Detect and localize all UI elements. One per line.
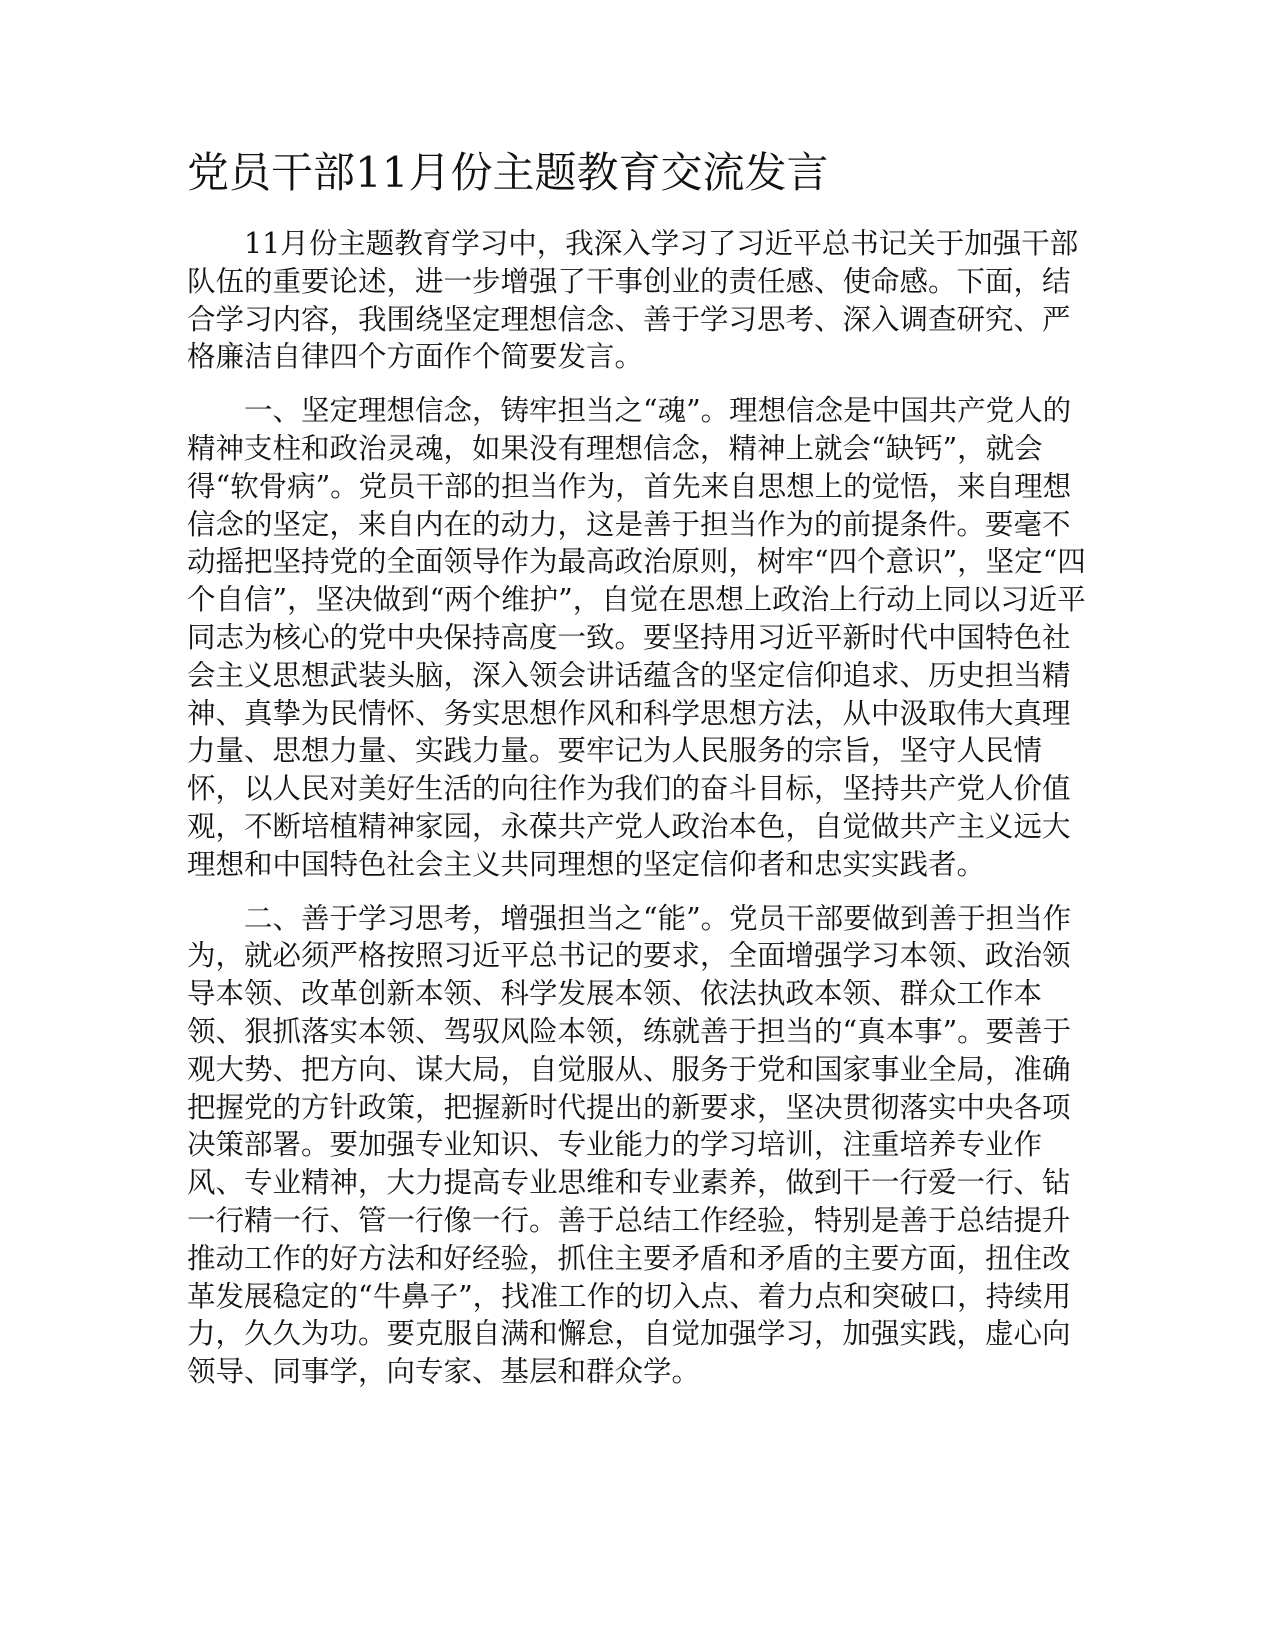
section-one-paragraph: 一、坚定理想信念，铸牢担当之“魂”。理想信念是中国共产党人的精神支柱和政治灵魂，如果没有理想信念，精神上就会“缺钙”，就会得“软骨病”。党员干部的担当作为，首先来自思想上的觉悟，来自理想信念的坚定，来自内在的动力，这是善于担当作为的前提条件。要毫不动摇把坚持党的全面领导作为最高政治原则，树牢“四个意识”，坚定“四个自信”，坚决做到“两个维护”，自觉在思想上政治上行动上同以习近平同志为核心的党中央保持高度一致。要坚持用习近平新时代中国特色社会主义思想武装头脑，深入领会讲话蕴含的坚定信仰追求、历史担当精神、真挚为民情怀、务实思想作风和科学思想方法，从中汲取伟大真理力量、思想力量、实践力量。要牢记为人民服务的宗旨，坚守人民情怀，以人民对美好生活的向往作为我们的奋斗目标，坚持共产党人价值观，不断培植精神家园，永葆共产党人政治本色，自觉做共产主义远大理想和中国特色社会主义共同理想的坚定信仰者和忠实实践者。 bbox=[187, 394, 1086, 881]
document-title: 党员干部11月份主题教育交流发言 bbox=[187, 148, 829, 197]
section-two-paragraph: 二、善于学习思考，增强担当之“能”。党员干部要做到善于担当作为，就必须严格按照习近平总书记的要求，全面增强学习本领、政治领导本领、改革创新本领、科学发展本领、依法执政本领、群众工作本领、狠抓落实本领、驾驭风险本领，练就善于担当的“真本事”。要善于观大势、把方向、谋大局，自觉服从、服务于党和国家事业全局，准确把握党的方针政策，把握新时代提出的新要求，坚决贯彻落实中央各项决策部署。要加强专业知识、专业能力的学习培训，注重培养专业作风、专业精神，大力提高专业思维和专业素养，做到干一行爱一行、钻一行精一行、管一行像一行。善于总结工作经验，特别是善于总结提升推动工作的好方法和好经验，抓住主要矛盾和矛盾的主要方面，扭住改革发展稳定的“牛鼻子”，找准工作的切入点、着力点和突破口，持续用力，久久为功。要克服自满和懈怠，自觉加强学习，加强实践，虚心向领导、同事学，向专家、基层和群众学。 bbox=[187, 901, 1072, 1389]
document-body bbox=[187, 143, 1092, 1407]
intro-paragraph: 11月份主题教育学习中，我深入学习了习近平总书记关于加强干部队伍的重要论述，进一步增强了干事创业的责任感、使命感。下面，结合学习内容，我围绕坚定理想信念、善于学习思考、深入调查研究、严格廉洁自律四个方面作个简要发言。 bbox=[187, 227, 1079, 374]
